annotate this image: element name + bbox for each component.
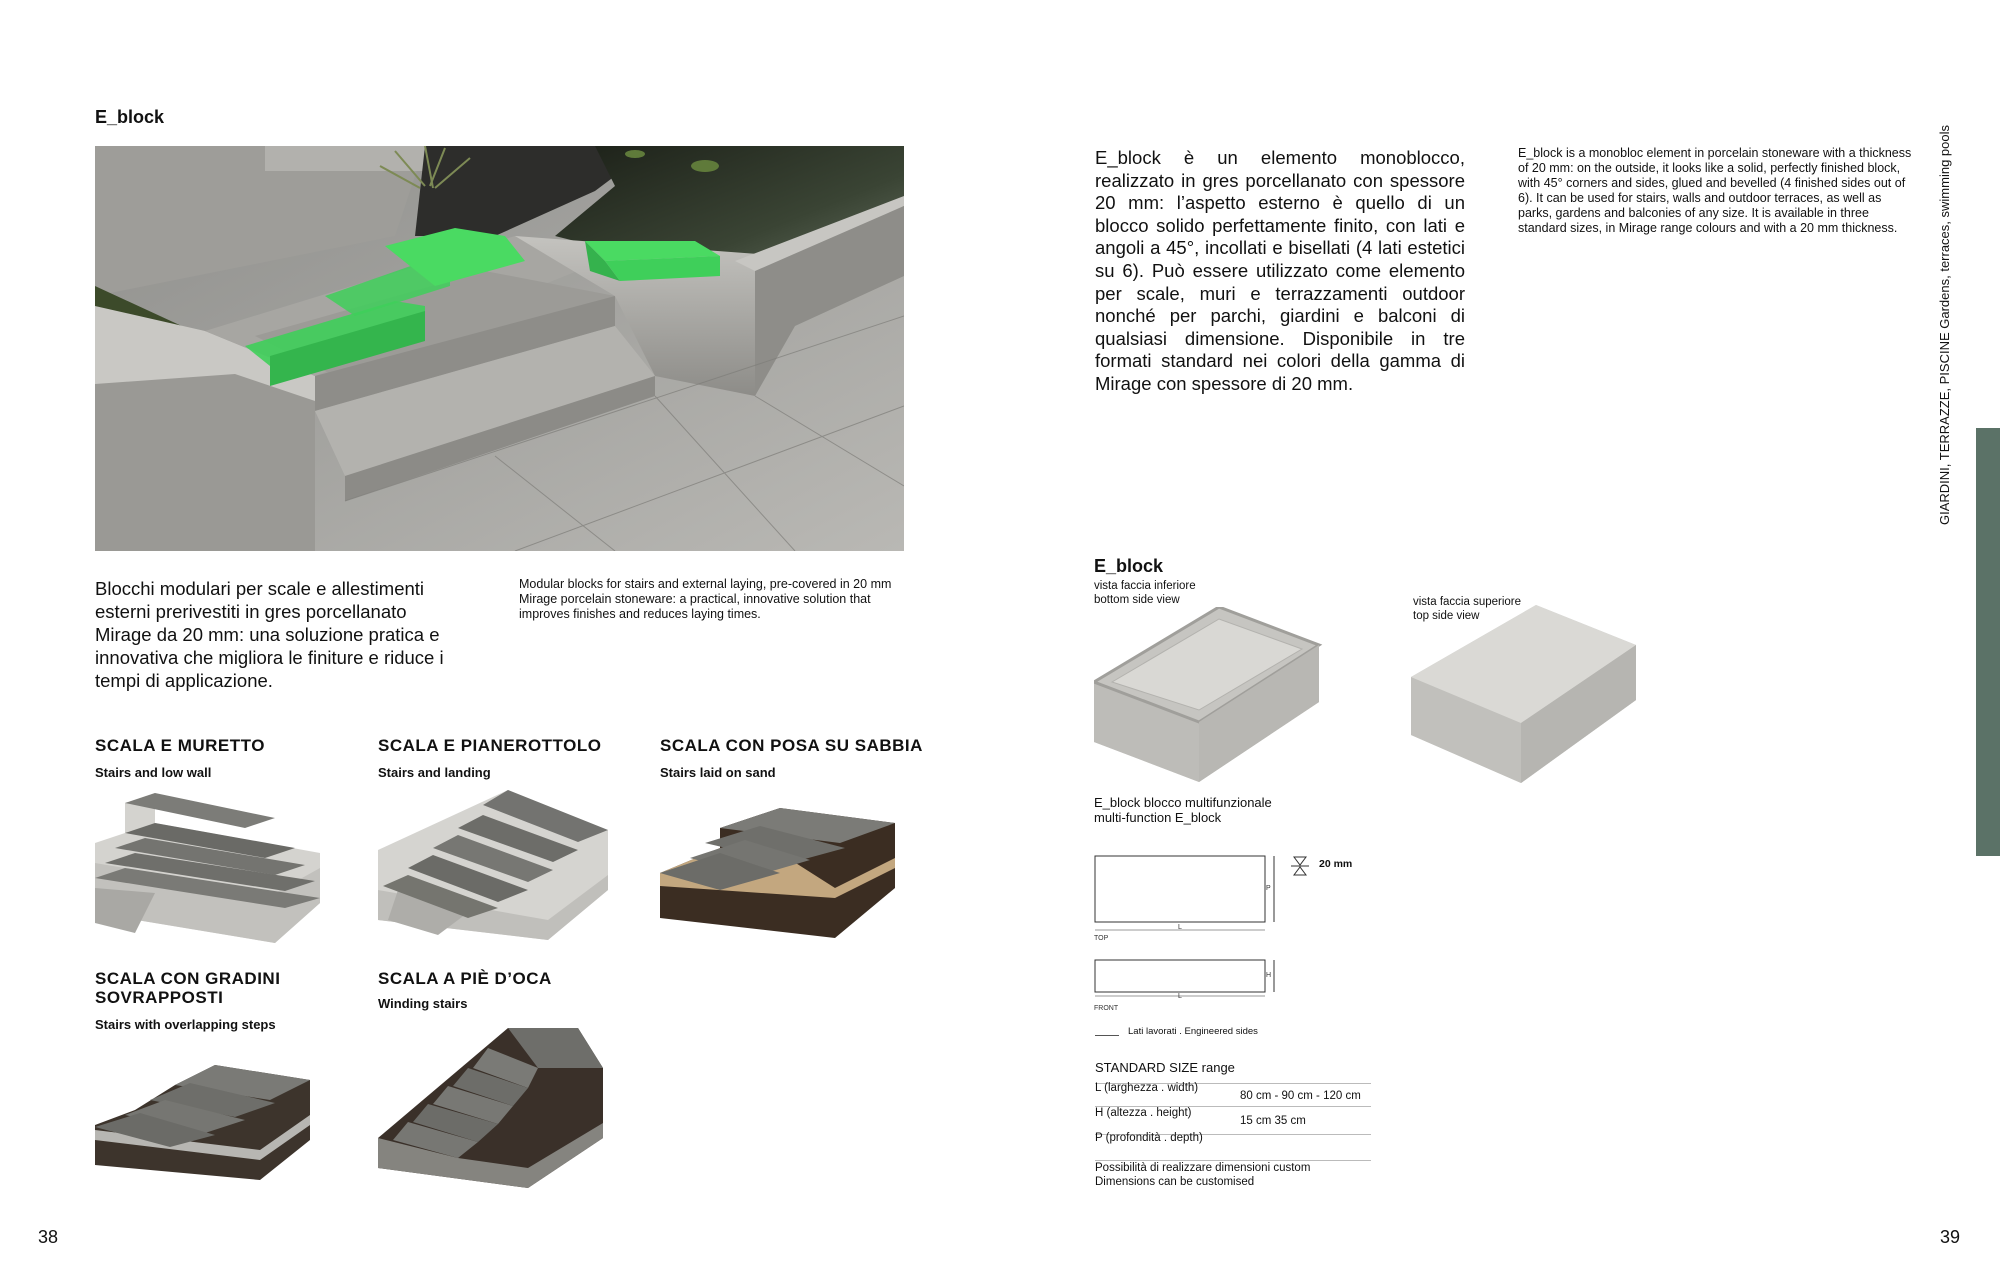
intro-text-en: Modular blocks for stairs and external laying, pre-covered in 20 mm Mirage porcelain stoneware: a practical, innovative solution that improves finishes and reduces laying times. — [519, 577, 892, 621]
custom-note-it: Possibilità di realizzare dimensioni custom — [1095, 1162, 1311, 1174]
section-subtitle-4: Stairs with overlapping steps — [95, 1017, 276, 1032]
intro-text-it: Blocchi modulari per scale e allestimenti esterni prerivestiti in gres porcellanato Mirage da 20 mm: una soluzione pratica e innovativa che migliora le finiture e riduce i tempi di applicazione. — [95, 578, 444, 691]
dim-l-front: L — [1178, 993, 1182, 1000]
custom-note-en: Dimensions can be customised — [1095, 1176, 1255, 1188]
section-title-3: SCALA CON POSA SU SABBIA — [660, 736, 923, 755]
bottom-view-label-en: bottom side view — [1094, 594, 1180, 606]
size-value-width: 80 cm - 90 cm - 120 cm — [1240, 1090, 1361, 1102]
page-number-right: 39 — [1940, 1227, 1961, 1247]
dim-h: H — [1266, 972, 1272, 979]
technical-drawing — [1094, 850, 1294, 1010]
multifunction-label-en: multi-function E_block — [1094, 810, 1222, 825]
multifunction-label-it: E_block blocco multifunzionale — [1094, 795, 1272, 810]
stairs-overlapping-illustration — [95, 1055, 310, 1195]
section-subtitle-5: Winding stairs — [378, 996, 468, 1011]
section-title-2: SCALA E PIANEROTTOLO — [378, 736, 602, 755]
section-subtitle-3: Stairs laid on sand — [660, 765, 776, 780]
dim-p: P — [1266, 885, 1271, 892]
bottom-view-label-it: vista faccia inferiore — [1094, 580, 1196, 592]
section-side-label: GIARDINI, TERRAZZE, PISCINE Gardens, terraces, swimming pools — [1937, 125, 1952, 525]
size-label-width: L (larghezza . width) — [1095, 1082, 1199, 1094]
page-number-left: 38 — [38, 1227, 59, 1247]
hero-image — [95, 146, 904, 551]
stairs-landing-illustration — [378, 790, 608, 950]
product-title: E_block — [1094, 556, 1164, 576]
size-table-title: STANDARD SIZE range — [1095, 1060, 1235, 1075]
stairs-sand-illustration — [660, 798, 895, 948]
size-label-depth: P (profondità . depth) — [1095, 1132, 1203, 1144]
legend-label: Lati lavorati . Engineered sides — [1128, 1026, 1258, 1037]
section-subtitle-1: Stairs and low wall — [95, 765, 212, 780]
page-title: E_block — [95, 107, 165, 127]
top-view-label-en: top side view — [1413, 610, 1480, 622]
dim-l-top: L — [1178, 924, 1182, 931]
front-view-tag: FRONT — [1094, 1005, 1119, 1012]
top-view-tag: TOP — [1094, 935, 1109, 942]
legend-line-icon — [1095, 1035, 1119, 1036]
winding-stairs-illustration — [378, 1028, 603, 1198]
thickness-icon — [1291, 855, 1309, 877]
section-title-4: SCALA CON GRADINI SOVRAPPOSTI — [95, 969, 281, 1007]
thickness-value: 20 mm — [1319, 858, 1353, 870]
size-value-height: 15 cm 35 cm — [1240, 1115, 1306, 1127]
top-view-label-it: vista faccia superiore — [1413, 596, 1522, 608]
block-top-view — [1411, 605, 1641, 785]
section-title-1: SCALA E MURETTO — [95, 736, 265, 755]
size-label-height: H (altezza . height) — [1095, 1107, 1192, 1119]
section-title-5: SCALA A PIÈ D’OCA — [378, 969, 552, 988]
section-side-bar — [1976, 428, 2000, 856]
block-bottom-view — [1094, 607, 1324, 787]
stairs-low-wall-illustration — [95, 793, 320, 953]
section-subtitle-2: Stairs and landing — [378, 765, 491, 780]
description-it: E_block è un elemento monoblocco, realizzato in gres porcellanato con spessore 20 mm: l’aspetto esterno è quello di un blocco solido perfettamente finito, con lati e angoli a 45°, incollati e bisellati (4 lati estetici su 6). Può essere utilizzato come elemento per scale, muri e terrazzamenti outdoor nonché per parchi, giardini e balconi di qualsiasi dimensione. Disponibile in tre formati standard nei colori della gamma di Mirage con spessore di 20 mm. — [1095, 147, 1465, 394]
description-en: E_block is a monobloc element in porcelain stoneware with a thickness of 20 mm: on the outside, it looks like a solid, perfectly finished block, with 45° corners and sides, glued and bevelled (4 finished sides out of 6). It can be used for stairs, walls and outdoor terraces, as well as parks, gardens and balconies of any size. It is available in three standard sizes, in Mirage range colours and with a 20 mm thickness. — [1518, 146, 1912, 235]
